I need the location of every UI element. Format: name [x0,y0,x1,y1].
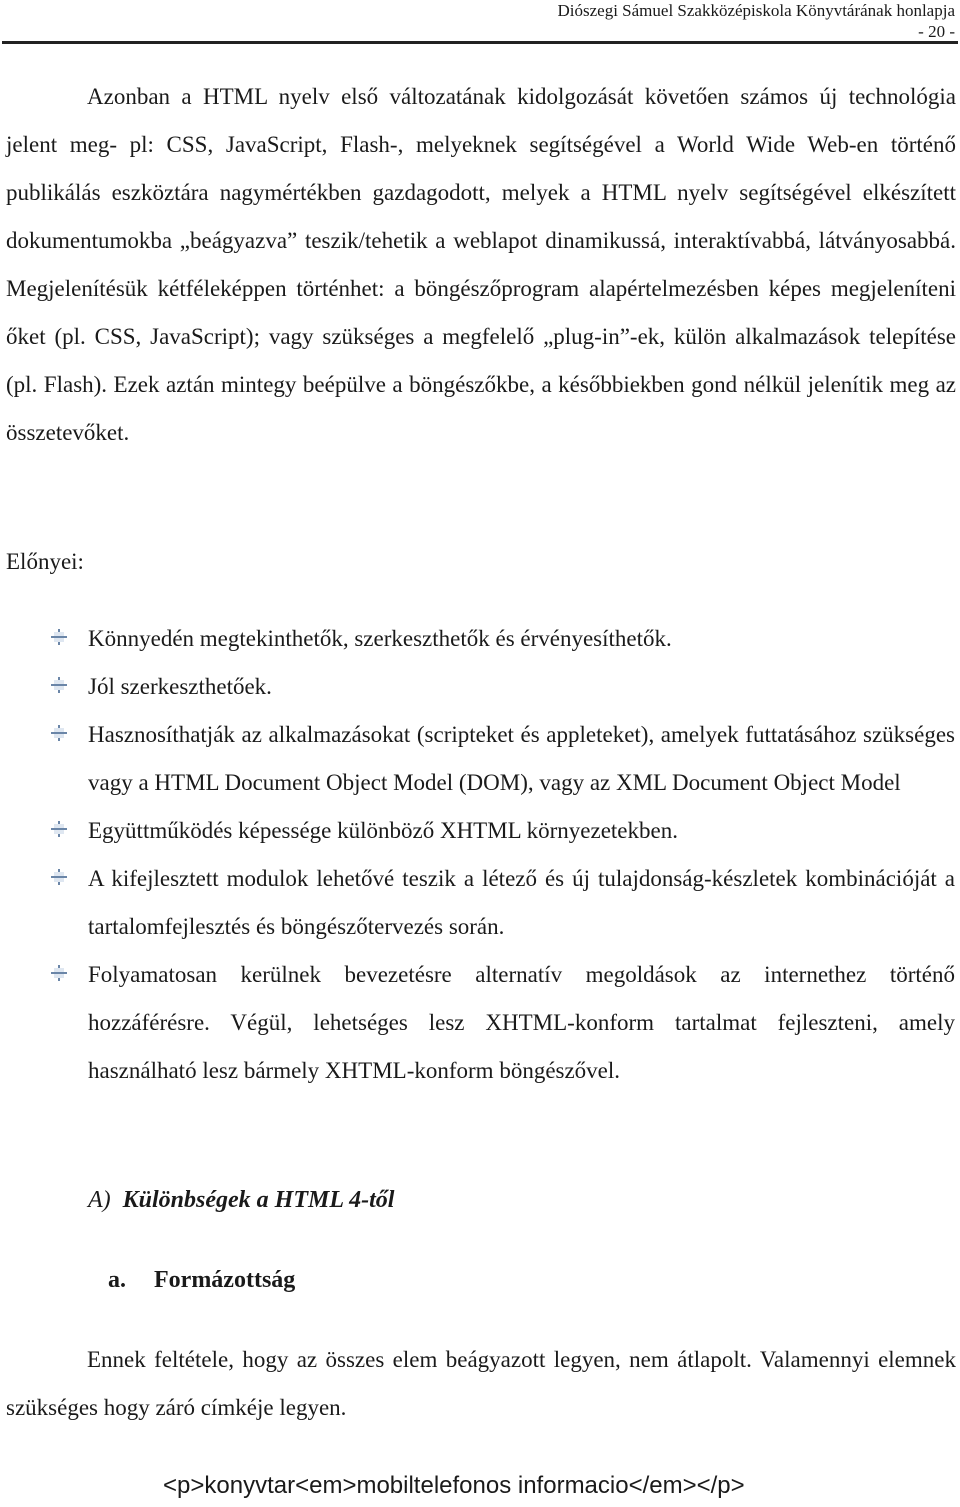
advantage-text: Könnyedén megtekinthetők, szerkeszthetők és érvényesíthetők. [88,626,672,651]
plus-bullet-icon [51,629,67,645]
section-title: Különbségek a HTML 4-től [122,1187,395,1213]
advantage-text: Folyamatosan kerülnek bevezetésre alternatív megoldások az internethez történő hozzáférésre. Végül, lehetséges lesz XHTML-konform tartalmat fejleszteni, amely használható lesz bármely XHTML-konform böngészővel. [88,962,955,1083]
header-title: Diószegi Sámuel Szakközépiskola Könyvtárának honlapja [557,1,955,20]
plus-bullet-icon [51,677,67,693]
code-example: <p>konyvtar<em>mobiltelefonos informacio</em></p> [163,1472,745,1499]
plus-bullet-icon [51,821,67,837]
section-heading [88,1176,394,1224]
page-number: - 20 - [918,22,955,41]
header-divider [2,41,958,44]
page-header [558,0,956,42]
advantage-text: Jól szerkeszthetőek. [88,674,272,699]
plus-bullet-icon [51,725,67,741]
advantages-list [0,615,960,1095]
advantage-item [0,663,960,711]
advantage-text: Együttműködés képessége különböző XHTML környezetekben. [88,818,678,843]
section-letter: A) [88,1187,111,1213]
advantage-item [0,855,960,951]
formatting-paragraph: Ennek feltétele, hogy az összes elem beágyazott legyen, nem átlapolt. Valamennyi elemnek szükséges hogy záró címkéje legyen. [6,1347,956,1420]
advantage-text: Hasznosíthatják az alkalmazásokat (scripteket és appleteket), amelyek futtatásához szükséges vagy a HTML Document Object Model (DOM), vagy az XML Document Object Model [88,722,955,795]
advantage-item [0,807,960,855]
advantage-text: A kifejlesztett modulok lehetővé teszik a létező és új tulajdonság-készletek kombinációját a tartalomfejlesztés és böngészőtervezés során. [88,866,955,939]
subsection-letter: a. [108,1267,126,1293]
subsection-heading [108,1256,295,1304]
intro-paragraph: Azonban a HTML nyelv első változatának kidolgozását követően számos új technológia jelent meg- pl: CSS, JavaScript, Flash-, melyeknek segítségével a World Wide Web-en történő publikálás eszköztára nagymértékben gazdagodott, melyek a HTML nyelv segítségével elkészített dokumentumokba „beágyazva” teszik/tehetik a weblapot dinamikussá, interaktívabbá, látványosabbá. Megjelenítésük kétféleképpen történhet: a böngészőprogram alapértelmezésben képes megjeleníteni őket (pl. CSS, JavaScript); vagy szükséges a megfelelő „plug-in”-ek, külön alkalmazások telepítése (pl. Flash). Ezek aztán mintegy beépülve a böngészőkbe, a későbbiekben gond nélkül jelenítik meg az összetevőket. [6,84,956,445]
advantage-item [0,711,960,807]
subsection-title: Formázottság [154,1267,296,1293]
plus-bullet-icon [51,965,67,981]
advantage-item [0,951,960,1095]
advantage-item [0,615,960,663]
advantages-label: Előnyei: [6,549,84,574]
plus-bullet-icon [51,869,67,885]
